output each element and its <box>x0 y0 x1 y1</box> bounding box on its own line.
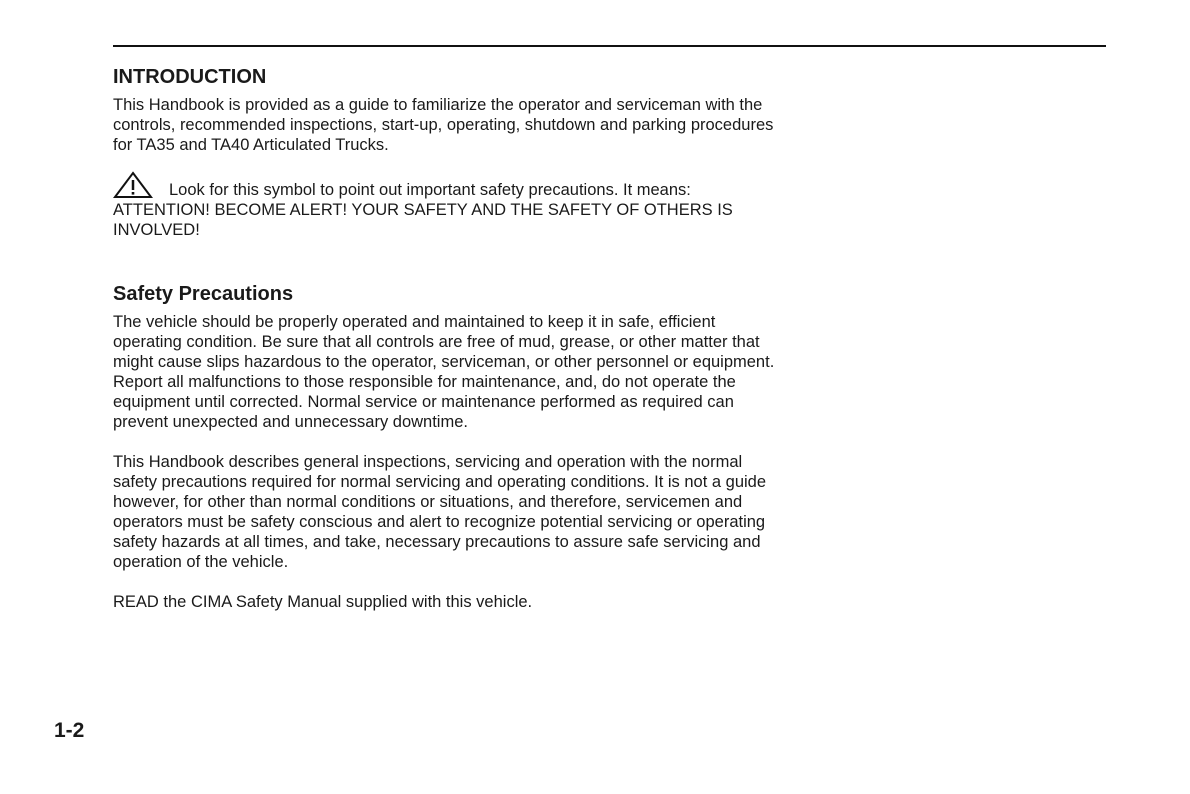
safety-paragraph-1: The vehicle should be properly operated and maintained to keep it in safe, efficient operating condition. Be sure that all controls are free of mud, grease, or other matter that might cause slips hazardous to the operator, serviceman, or other personnel or equipment. Report all malfunctions to those responsible for maintenance, and, do not operate the equipment until corrected. Normal service or maintenance performed as required can prevent unexpected and unnecessary downtime. <box>113 313 775 431</box>
safety-symbol-note <box>113 171 783 240</box>
safety-symbol-meaning: ATTENTION! BECOME ALERT! YOUR SAFETY AND THE SAFETY OF OTHERS IS INVOLVED! <box>113 201 733 239</box>
intro-paragraph: This Handbook is provided as a guide to familiarize the operator and serviceman with the controls, recommended inspections, start-up, operating, shutdown and parking procedures for TA35 and TA40 Articulated Trucks. <box>113 96 774 154</box>
page-content <box>113 63 783 612</box>
page-number: 1-2 <box>54 719 85 742</box>
safety-precautions-heading: Safety Precautions <box>113 283 294 305</box>
safety-symbol-lead: Look for this symbol to point out important safety precautions. It means: <box>169 181 691 199</box>
top-rule <box>113 45 1106 47</box>
warning-triangle-icon <box>113 171 153 199</box>
section-title: INTRODUCTION <box>113 66 267 88</box>
safety-paragraph-2: This Handbook describes general inspections, servicing and operation with the normal safety precautions required for normal servicing and operating conditions. It is not a guide however, for other than normal conditions or situations, and therefore, servicemen and operators must be safety conscious and alert to recognize potential servicing or operating safety hazards at all times, and take, necessary precautions to assure safe servicing and operation of the vehicle. <box>113 453 767 571</box>
safety-paragraph-3: READ the CIMA Safety Manual supplied with this vehicle. <box>113 593 533 611</box>
